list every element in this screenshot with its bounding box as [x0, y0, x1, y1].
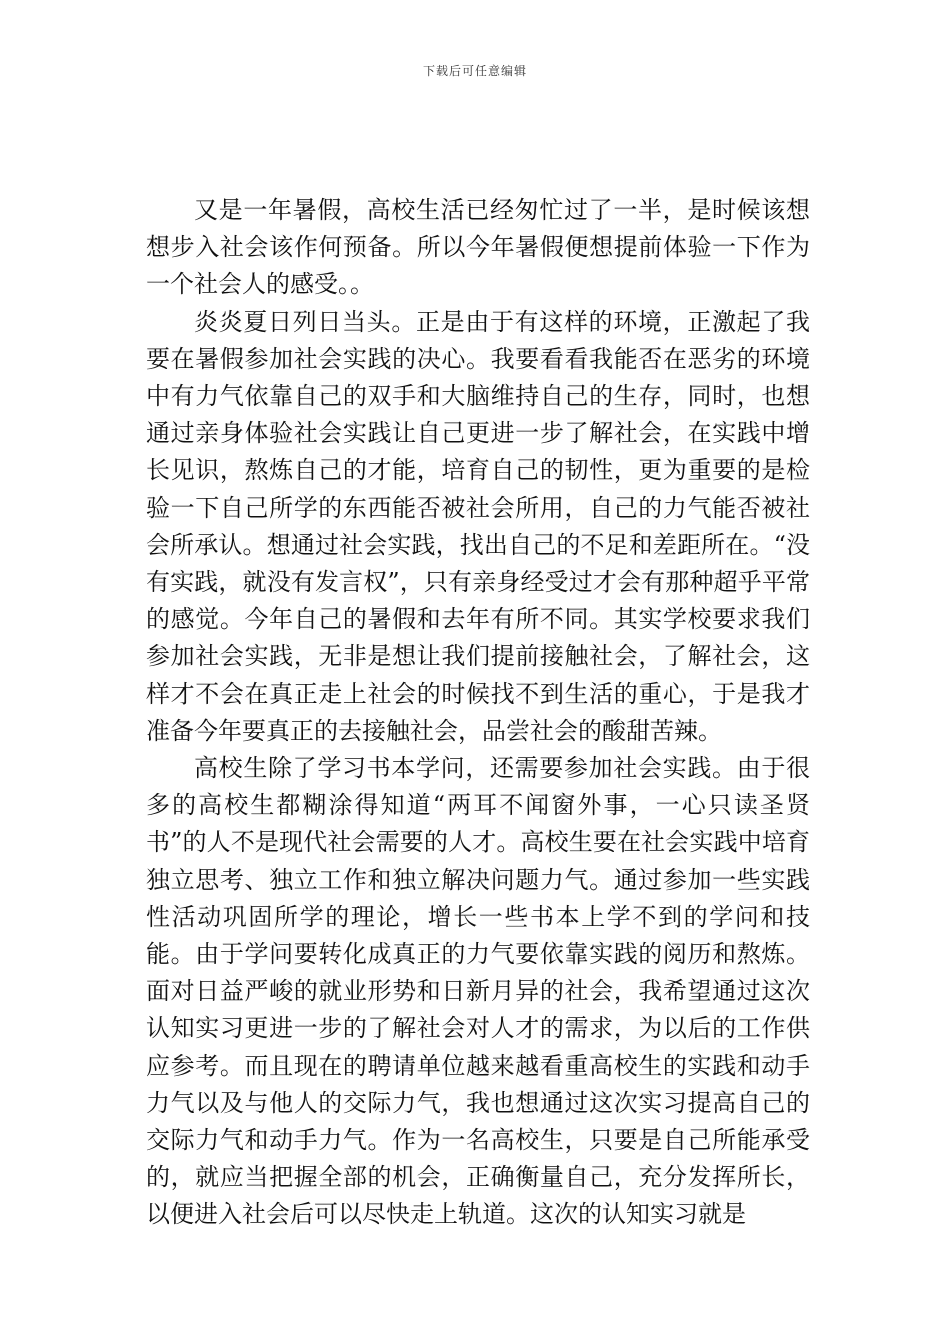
document-body	[146, 192, 810, 1234]
paragraph-1: 又是一年暑假，高校生活已经匆忙过了一半，是时候该想想步入社会该作何预备。所以今年暑假便想提前体验一下作为一个社会人的感受。。	[146, 196, 810, 299]
paragraph-3: 高校生除了学习书本学问，还需要参加社会实践。由于很多的高校生都糊涂得知道“两耳不闻窗外事，一心只读圣贤书”的人不是现代社会需要的人才。高校生要在社会实践中培育独立思考、独立工作和独立解决问题力气。通过参加一些实践性活动巩固所学的理论，增长一些书本上学不到的学问和技能。由于学问要转化成真正的力气要依靠实践的阅历和熬炼。面对日益严峻的就业形势和日新月异的社会，我希望通过这次认知实习更进一步的了解社会对人才的需求，为以后的工作供应参考。而且现在的聘请单位越来越看重高校生的实践和动手力气以及与他人的交际力气，我也想通过这次实习提高自己的交际力气和动手力气。作为一名高校生，只要是自己所能承受的，就应当把握全部的机会，正确衡量自己，充分发挥所长，以便进入社会后可以尽快走上轨道。这次的认知实习就是	[146, 754, 810, 1229]
page-header: 下载后可任意编辑	[422, 64, 527, 78]
paragraph-2: 炎炎夏日列日当头。正是由于有这样的环境，正激起了我要在暑假参加社会实践的决心。我要看看我能否在恶劣的环境中有力气依靠自己的双手和大脑维持自己的生存，同时，也想通过亲身体验社会实践让自己更进一步了解社会，在实践中增长见识，熬炼自己的才能，培育自己的韧性，更为重要的是检验一下自己所学的东西能否被社会所用，自己的力气能否被社会所承认。想通过社会实践，找出自己的不足和差距所在。“没有实践，就没有发言权”，只有亲身经受过才会有那种超乎平常的感觉。今年自己的暑假和去年有所不同。其实学校要求我们参加社会实践，无非是想让我们提前接触社会，了解社会，这样才不会在真正走上社会的时候找不到生活的重心，于是我才准备今年要真正的去接触社会，品尝社会的酸甜苦辣。	[146, 307, 810, 745]
